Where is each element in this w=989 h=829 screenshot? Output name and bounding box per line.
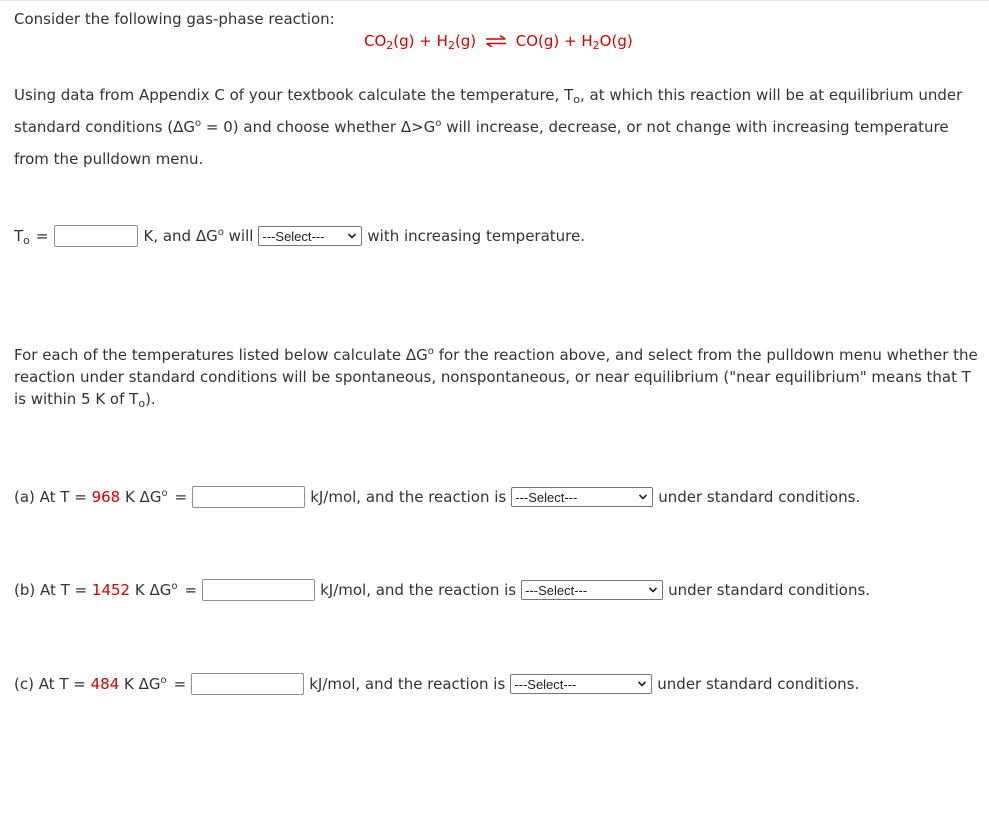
t0-end-text: with increasing temperature. (367, 227, 586, 245)
question-b-input[interactable] (202, 579, 315, 601)
chevron-down-icon (347, 231, 357, 241)
question-b-mid-text: kJ/mol, and the reaction is (320, 581, 517, 599)
question-a-select[interactable] (511, 487, 653, 507)
question-b-label: (b) At T = 1452 K $\Delta G^o$ (14, 581, 178, 599)
equals-sign: = (173, 675, 187, 693)
reaction-equation (364, 32, 633, 50)
product-co: CO(g) (515, 32, 560, 50)
equals-sign: = (174, 488, 188, 506)
chevron-down-icon (637, 679, 647, 689)
question-a-input[interactable] (192, 486, 305, 508)
question-c-end-text: under standard conditions. (657, 675, 860, 693)
instructions-paragraph: Using data from Appendix C of your textbook calculate the temperature, $T_o$, at which this reaction will be at equilibrium under standard conditions $(\Delta G^o = 0)$ and choose whether $\Delta>G^o$ will increase, decrease, or not change with increasing temperature from the pulldown menu. (14, 86, 963, 168)
second-instructions-paragraph: For each of the temperatures listed below calculate $\Delta G^o$ for the reaction above, and select from the pulldown menu whether the reaction under standard conditions will be spontaneous, nonspontaneous, or near equilibrium ("near equilibrium" means that T is within 5 K of $T_o$). (14, 346, 978, 410)
chevron-down-icon (648, 585, 658, 595)
intro-text: Consider the following gas-phase reaction: (14, 10, 335, 28)
question-c-input[interactable] (191, 673, 304, 695)
top-divider (0, 0, 989, 1)
equals-sign: = (35, 227, 49, 245)
chevron-down-icon (638, 492, 648, 502)
question-a-mid-text: kJ/mol, and the reaction is (310, 488, 507, 506)
select-value: ---Select--- (525, 582, 588, 598)
t0-input[interactable] (54, 225, 138, 247)
product-h2o: $H_2O(g)$ (581, 32, 633, 52)
plus-sign: + (419, 32, 432, 50)
t0-row (14, 224, 585, 248)
select-value: ---Select--- (515, 489, 578, 505)
t0-label: $T_o$ (14, 227, 30, 247)
t0-text: K, and $\Delta G^o$ will (143, 227, 254, 245)
question-c-select[interactable] (510, 674, 652, 694)
question-c-label: (c) At T = 484 K $\Delta G^o$ (14, 675, 167, 693)
question-a-end-text: under standard conditions. (658, 488, 861, 506)
select-value: ---Select--- (514, 676, 577, 692)
question-b-row (14, 578, 870, 602)
question-b-end-text: under standard conditions. (668, 581, 871, 599)
reactant-h2: $H_2(g)$ (436, 32, 477, 52)
t0-direction-select[interactable] (258, 226, 362, 246)
equilibrium-arrows-icon (485, 35, 507, 47)
select-value: ---Select--- (262, 228, 325, 244)
question-a-row (14, 485, 860, 509)
reactant-co2: $CO_2(g)$ (364, 32, 415, 52)
question-c-row (14, 672, 859, 696)
question-c-mid-text: kJ/mol, and the reaction is (309, 675, 506, 693)
question-b-select[interactable] (521, 580, 663, 600)
question-a-label: (a) At T = 968 K $\Delta G^o$ (14, 488, 168, 506)
equals-sign: = (184, 581, 198, 599)
plus-sign: + (564, 32, 577, 50)
